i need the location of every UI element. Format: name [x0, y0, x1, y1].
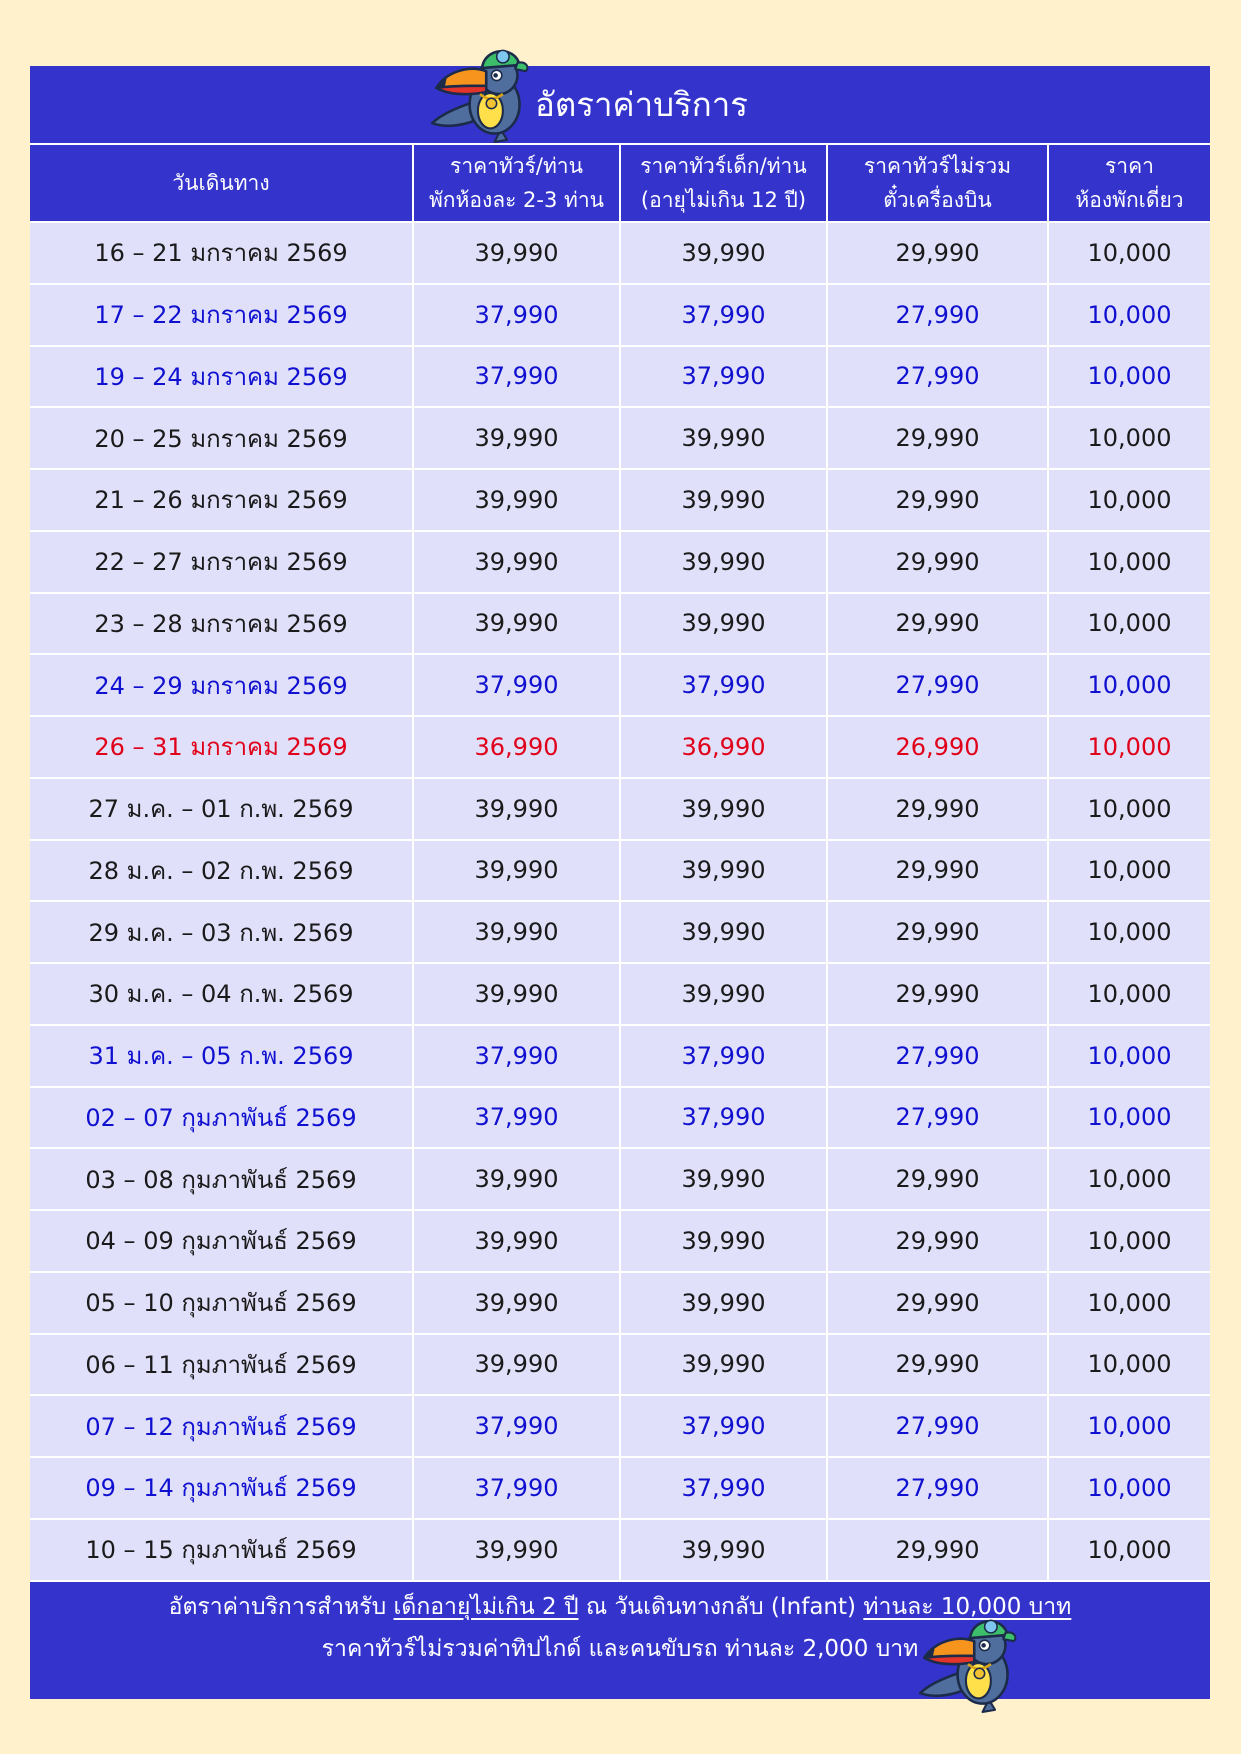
adult-price-cell: 39,990 [414, 964, 619, 1024]
table-row [30, 1396, 1210, 1456]
adult-price-cell: 37,990 [414, 1026, 619, 1086]
toucan-mascot-icon [428, 40, 532, 144]
adult-price-cell: 39,990 [414, 594, 619, 654]
single-room-price-cell: 10,000 [1049, 1211, 1210, 1271]
no-flight-price-cell: 29,990 [828, 1149, 1047, 1209]
adult-price-cell: 37,990 [414, 1458, 619, 1518]
child-price-cell: 37,990 [621, 285, 826, 345]
no-flight-price-cell: 27,990 [828, 347, 1047, 407]
date-cell: 10 – 15 กุมภาพันธ์ 2569 [30, 1520, 412, 1580]
date-cell: 23 – 28 มกราคม 2569 [30, 594, 412, 654]
header-label: ราคาทัวร์เด็ก/ท่าน [640, 154, 807, 178]
footer-infant-age-condition: เด็กอายุไม่เกิน 2 ปี [393, 1593, 579, 1620]
no-flight-price-cell: 29,990 [828, 594, 1047, 654]
date-cell: 31 ม.ค. – 05 ก.พ. 2569 [30, 1026, 412, 1086]
child-price-cell: 39,990 [621, 408, 826, 468]
single-room-price-cell: 10,000 [1049, 1088, 1210, 1148]
header-label: ห้องพักเดี่ยว [1075, 188, 1184, 212]
date-cell: 30 ม.ค. – 04 ก.พ. 2569 [30, 964, 412, 1024]
child-price-cell: 37,990 [621, 1088, 826, 1148]
adult-price-cell: 37,990 [414, 1396, 619, 1456]
date-cell: 28 ม.ค. – 02 ก.พ. 2569 [30, 841, 412, 901]
table-row [30, 408, 1210, 468]
footer-infant-price: ท่านละ 10,000 บาท [863, 1593, 1072, 1620]
adult-price-cell: 39,990 [414, 841, 619, 901]
no-flight-price-cell: 27,990 [828, 1396, 1047, 1456]
child-price-cell: 39,990 [621, 1273, 826, 1333]
table-row [30, 470, 1210, 530]
header-adult-price [414, 145, 619, 221]
single-room-price-cell: 10,000 [1049, 964, 1210, 1024]
footer-line-tip-note: ราคาทัวร์ไม่รวมค่าทิปไกด์ และคนขับรถ ท่านละ 2,000 บาท [321, 1635, 919, 1662]
no-flight-price-cell: 29,990 [828, 841, 1047, 901]
table-row [30, 1026, 1210, 1086]
footer-text: อัตราค่าบริการสำหรับ [168, 1593, 394, 1620]
single-room-price-cell: 10,000 [1049, 1149, 1210, 1209]
single-room-price-cell: 10,000 [1049, 1520, 1210, 1580]
single-room-price-cell: 10,000 [1049, 1396, 1210, 1456]
toucan-mascot-icon [916, 1610, 1020, 1714]
adult-price-cell: 39,990 [414, 470, 619, 530]
no-flight-price-cell: 29,990 [828, 408, 1047, 468]
table-row [30, 717, 1210, 777]
table-row [30, 532, 1210, 592]
no-flight-price-cell: 29,990 [828, 470, 1047, 530]
no-flight-price-cell: 27,990 [828, 1088, 1047, 1148]
adult-price-cell: 37,990 [414, 1088, 619, 1148]
table-row [30, 1211, 1210, 1271]
single-room-price-cell: 10,000 [1049, 655, 1210, 715]
child-price-cell: 39,990 [621, 964, 826, 1024]
date-cell: 04 – 09 กุมภาพันธ์ 2569 [30, 1211, 412, 1271]
table-row [30, 902, 1210, 962]
table-row [30, 964, 1210, 1024]
table-row [30, 1273, 1210, 1333]
child-price-cell: 39,990 [621, 532, 826, 592]
date-cell: 02 – 07 กุมภาพันธ์ 2569 [30, 1088, 412, 1148]
adult-price-cell: 37,990 [414, 347, 619, 407]
no-flight-price-cell: 27,990 [828, 1458, 1047, 1518]
date-cell: 07 – 12 กุมภาพันธ์ 2569 [30, 1396, 412, 1456]
single-room-price-cell: 10,000 [1049, 470, 1210, 530]
table-row [30, 1458, 1210, 1518]
child-price-cell: 37,990 [621, 1026, 826, 1086]
single-room-price-cell: 10,000 [1049, 594, 1210, 654]
child-price-cell: 37,990 [621, 655, 826, 715]
single-room-price-cell: 10,000 [1049, 1458, 1210, 1518]
header-label: ราคา [1105, 154, 1154, 178]
date-cell: 03 – 08 กุมภาพันธ์ 2569 [30, 1149, 412, 1209]
single-room-price-cell: 10,000 [1049, 717, 1210, 777]
date-cell: 26 – 31 มกราคม 2569 [30, 717, 412, 777]
no-flight-price-cell: 27,990 [828, 655, 1047, 715]
child-price-cell: 39,990 [621, 223, 826, 283]
footer-line-infant-rate [30, 1586, 1210, 1628]
table-row [30, 779, 1210, 839]
single-room-price-cell: 10,000 [1049, 285, 1210, 345]
single-room-price-cell: 10,000 [1049, 1273, 1210, 1333]
child-price-cell: 39,990 [621, 1149, 826, 1209]
no-flight-price-cell: 29,990 [828, 902, 1047, 962]
child-price-cell: 39,990 [621, 1520, 826, 1580]
adult-price-cell: 39,990 [414, 1273, 619, 1333]
table-row [30, 347, 1210, 407]
table-row [30, 841, 1210, 901]
table-header-row [30, 145, 1210, 221]
title-bar [30, 66, 1210, 143]
child-price-cell: 39,990 [621, 1211, 826, 1271]
adult-price-cell: 37,990 [414, 655, 619, 715]
child-price-cell: 39,990 [621, 841, 826, 901]
header-single-room-price [1049, 145, 1210, 221]
single-room-price-cell: 10,000 [1049, 532, 1210, 592]
no-flight-price-cell: 29,990 [828, 1273, 1047, 1333]
table-row [30, 655, 1210, 715]
header-label: วันเดินทาง [172, 171, 270, 195]
table-row [30, 223, 1210, 283]
child-price-cell: 39,990 [621, 594, 826, 654]
footer-note [30, 1582, 1210, 1699]
no-flight-price-cell: 29,990 [828, 1335, 1047, 1395]
table-row [30, 1520, 1210, 1580]
child-price-cell: 37,990 [621, 1396, 826, 1456]
header-price-without-flight [828, 145, 1047, 221]
adult-price-cell: 39,990 [414, 1211, 619, 1271]
adult-price-cell: 37,990 [414, 285, 619, 345]
no-flight-price-cell: 29,990 [828, 223, 1047, 283]
date-cell: 29 ม.ค. – 03 ก.พ. 2569 [30, 902, 412, 962]
child-price-cell: 37,990 [621, 347, 826, 407]
single-room-price-cell: 10,000 [1049, 1335, 1210, 1395]
table-row [30, 285, 1210, 345]
no-flight-price-cell: 29,990 [828, 964, 1047, 1024]
date-cell: 21 – 26 มกราคม 2569 [30, 470, 412, 530]
no-flight-price-cell: 27,990 [828, 1026, 1047, 1086]
single-room-price-cell: 10,000 [1049, 841, 1210, 901]
adult-price-cell: 39,990 [414, 1149, 619, 1209]
date-cell: 09 – 14 กุมภาพันธ์ 2569 [30, 1458, 412, 1518]
single-room-price-cell: 10,000 [1049, 408, 1210, 468]
single-room-price-cell: 10,000 [1049, 902, 1210, 962]
footer-text: ณ วันเดินทางกลับ (Infant) [578, 1593, 864, 1620]
date-cell: 22 – 27 มกราคม 2569 [30, 532, 412, 592]
header-label: (อายุไม่เกิน 12 ปี) [640, 188, 807, 212]
single-room-price-cell: 10,000 [1049, 347, 1210, 407]
date-cell: 19 – 24 มกราคม 2569 [30, 347, 412, 407]
header-label: ราคาทัวร์/ท่าน [450, 154, 583, 178]
adult-price-cell: 39,990 [414, 532, 619, 592]
child-price-cell: 39,990 [621, 902, 826, 962]
header-label: ตั๋วเครื่องบิน [883, 188, 992, 212]
child-price-cell: 37,990 [621, 1458, 826, 1518]
adult-price-cell: 39,990 [414, 1520, 619, 1580]
header-travel-date [30, 145, 412, 221]
page-title: อัตราค่าบริการ [535, 85, 749, 124]
date-cell: 05 – 10 กุมภาพันธ์ 2569 [30, 1273, 412, 1333]
no-flight-price-cell: 29,990 [828, 1520, 1047, 1580]
header-label: ราคาทัวร์ไม่รวม [863, 154, 1012, 178]
child-price-cell: 39,990 [621, 470, 826, 530]
table-row [30, 1088, 1210, 1148]
table-body [30, 223, 1210, 1580]
no-flight-price-cell: 29,990 [828, 779, 1047, 839]
date-cell: 20 – 25 มกราคม 2569 [30, 408, 412, 468]
single-room-price-cell: 10,000 [1049, 223, 1210, 283]
date-cell: 17 – 22 มกราคม 2569 [30, 285, 412, 345]
adult-price-cell: 39,990 [414, 1335, 619, 1395]
no-flight-price-cell: 26,990 [828, 717, 1047, 777]
adult-price-cell: 39,990 [414, 223, 619, 283]
no-flight-price-cell: 29,990 [828, 532, 1047, 592]
single-room-price-cell: 10,000 [1049, 779, 1210, 839]
table-row [30, 1335, 1210, 1395]
adult-price-cell: 36,990 [414, 717, 619, 777]
no-flight-price-cell: 29,990 [828, 1211, 1047, 1271]
no-flight-price-cell: 27,990 [828, 285, 1047, 345]
date-cell: 16 – 21 มกราคม 2569 [30, 223, 412, 283]
date-cell: 24 – 29 มกราคม 2569 [30, 655, 412, 715]
header-label: พักห้องละ 2-3 ท่าน [428, 188, 605, 212]
date-cell: 27 ม.ค. – 01 ก.พ. 2569 [30, 779, 412, 839]
adult-price-cell: 39,990 [414, 408, 619, 468]
header-child-price [621, 145, 826, 221]
date-cell: 06 – 11 กุมภาพันธ์ 2569 [30, 1335, 412, 1395]
child-price-cell: 39,990 [621, 1335, 826, 1395]
single-room-price-cell: 10,000 [1049, 1026, 1210, 1086]
adult-price-cell: 39,990 [414, 902, 619, 962]
child-price-cell: 36,990 [621, 717, 826, 777]
adult-price-cell: 39,990 [414, 779, 619, 839]
table-row [30, 1149, 1210, 1209]
table-row [30, 594, 1210, 654]
child-price-cell: 39,990 [621, 779, 826, 839]
price-table [30, 66, 1210, 1699]
